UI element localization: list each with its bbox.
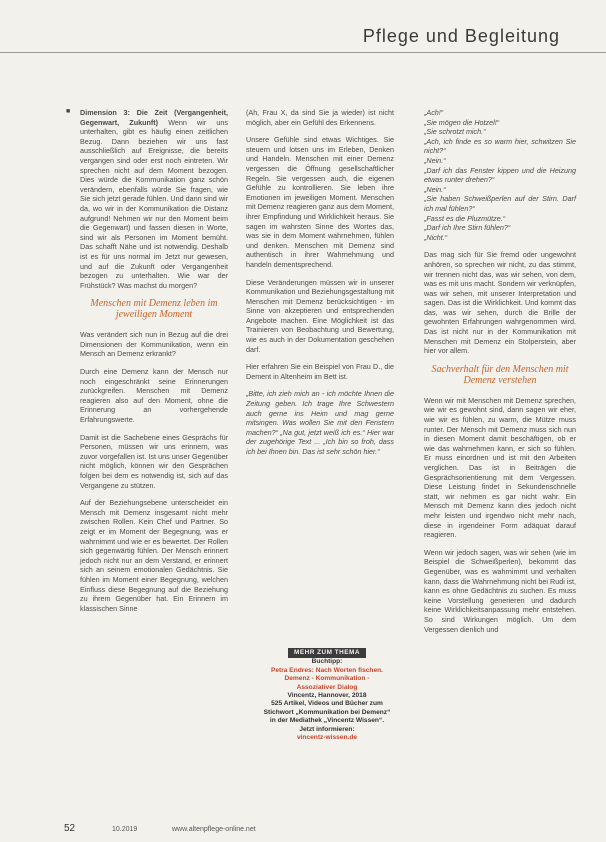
dialog-line: „Nein.“	[424, 155, 446, 165]
paragraph: Hier erfahren Sie ein Beispiel von Frau D., die Dement in Altenheim im Bett ist.	[246, 362, 394, 381]
info-box	[262, 648, 392, 742]
book-subtitle: Assoziativer Dialog	[296, 683, 358, 691]
lead-heading: Dimension 3: Die Zeit (Vergangenheit, Gegenwart, Zukunft)	[80, 108, 228, 127]
page-header	[0, 24, 606, 53]
info-text: 525 Artikel, Videos und Bücher zum Stichwort „Kommunikation bei Demenz“ in der Mediathek „Vincentz Wissen“. Jetzt informieren:	[263, 700, 391, 733]
bullet-square-icon: ■	[66, 108, 71, 115]
dialog-line: „Fasst es die Pluzmütze.“	[424, 213, 506, 223]
column-left	[80, 108, 228, 621]
page-number: 52	[64, 823, 76, 834]
dialog-line: „Ach!“	[424, 108, 444, 117]
dialog-line: „Darf ich das Fenster kippen und die Heizung etwas runter drehen?“	[424, 165, 576, 185]
subheading: Menschen mit Demenz leben im jeweiligen Moment	[90, 298, 218, 321]
section-title: Pflege und Begleitung	[362, 26, 560, 46]
paragraph: Damit ist die Sachebene eines Gesprächs für Personen, müssen wir uns erinnern, was zuvor vorgefallen ist. Ist uns unser Gegenüber nicht möglich, können wir den Gesprächen folgen bei dem es notwendig ist, sich auf das Vergangene zu stützen.	[80, 432, 228, 490]
dialog-block	[424, 108, 576, 242]
paragraph: Das mag sich für Sie fremd oder ungewohnt anhören, so sprechen wir nicht, zu das stimmt, wir trennen nicht das, was wir sehen, von dem, was es mit uns macht. Sondern wir verknüpfen, was wir sehen, mit unserer Interpretation und sagen. Das ist die Wirklichkeit. Und kommt das das, was wir sehen, durch die Brille der gewohnten Erfahrungen wahrgenommen wird. Das ist nicht nur in der Kommunikation mit Menschen mit Demenz ein Stolperstein, aber hier vor allem.	[424, 250, 576, 356]
info-tag: MEHR ZUM THEMA	[288, 648, 366, 658]
column-right	[424, 108, 576, 642]
dialog-line: „Sie haben Schweißperlen auf der Stirn. Darf ich mal fühlen?“	[424, 194, 576, 213]
book-subtitle: Demenz - Kommunikation -	[284, 675, 370, 683]
publisher-line: Vincentz, Hannover, 2018	[287, 692, 367, 700]
subheading: Sachverhalt für den Menschen mit Demenz verstehen	[431, 363, 569, 386]
paragraph: (Ah, Frau X, da sind Sie ja wieder) ist nicht möglich, aber ein Gefühl des Erkennens.	[246, 108, 394, 127]
dialog-line: „Nicht.“	[424, 232, 448, 242]
dialog-line: „Darf ich Ihre Stirn fühlen?“	[424, 223, 511, 233]
book-author-title: Petra Endres: Nach Worten fischen.	[270, 666, 383, 674]
quote-paragraph: „Bitte, ich zieh mich an - ich möchte Ihnen die Zeitung geben. Ich trage Ihre Schwestern auch gerne ins Heim und mag gerne mitsingen. Was wollen Sie mit den Fenstern machen?“ „Na gut, jetzt weiß ich es.“ Hier war der zugehörige Text ... „Ich bin so froh, dass ich bei Ihnen bin. Das ist sehr schön hier.“	[246, 389, 394, 456]
paragraph	[80, 108, 228, 290]
dialog-line: „Sie schrotzt mich.“	[424, 127, 486, 137]
website-link[interactable]: vincentz-wissen.de	[296, 734, 358, 742]
paragraph: Wenn wir jedoch sagen, was wir sehen (wie im Beispiel die Schweißperlen), bekommt das Gegenüber, was es wahrnimmt und verhalten kann, dass die Wahrnehmung nicht bei Rudi ist, kann es ohne Gedächtnis zu suchen. Es muss keine Vorstellung generieren und dadurch keine Wirklichkeitsanpassung mehr entstehen. So sind Wirkungen möglich. Um dem Vergessen dienlich und	[424, 547, 576, 634]
info-line: Buchtipp:	[311, 658, 343, 666]
paragraph: Diese Veränderungen müssen wir in unserer Kommunikation und Beziehungsgestaltung mit Menschen mit Demenz berücksichtigen - im Sinne von akzeptieren und entsprechenden Angebote machen. Eine Möglichkeit ist das Trainieren von Beobachtung und Bewertung, wie es auch in der Dokumentation geschehen darf.	[246, 277, 394, 354]
paragraph: Was verändert sich nun in Bezug auf die drei Dimensionen der Kommunikation, wenn ein Mensch an Demenz erkrankt?	[80, 330, 228, 359]
dialog-line: „Sie mögen die Hotzel!“	[424, 117, 500, 127]
dialog-line: „Nein.“	[424, 184, 446, 194]
footer-url[interactable]: www.altenpflege-online.net	[172, 826, 256, 833]
paragraph: Wenn wir mit Menschen mit Demenz sprechen, wie wir es gewohnt sind, dann sagen wir eher, wie wir es fühlen, zu warm, die Mütze muss runter. Der Mensch mit Demenz muss sich nun in diesen Moment damit beschäftigen, ob er wie das wahrnehmen kann, er sich so fühlen. Er muss einordnen und ist mit den Arbeiten verglichen. Das ist in Beiträgen die Gesprächsorientierung mit dem Vergessen. Diese Leistung findet in Sekundenschnelle statt, wir nehmen es gar nicht wahr. Ein Mensch mit Demenz kann dies jedoch nicht mehr leisten und irgendwo nicht mehr nach, diese in irgendeiner Form adäquat darauf reagieren.	[424, 395, 576, 540]
issue-date: 10.2019	[112, 826, 138, 833]
dialog-line: „Ach, ich finde es so warm hier, schwitzen Sie nicht?“	[424, 136, 576, 156]
column-middle	[246, 108, 394, 465]
paragraph: Durch eine Demenz kann der Mensch nur noch eingeschränkt seine Erinnerungen zurückgreifen. Menschen mit Demenz reagieren also auf den Moment, ohne die Erinnerung an vorhergehende Erfahrungswerte.	[80, 367, 228, 425]
paragraph-text: Wenn wir uns unterhalten, gibt es häufig einen zeitlichen Bezug. Dann beziehen wir uns fast ausschließlich auf Ereignisse, die bereits vergangen sind oder erst noch eintreten. Wir sprechen nicht auf dem Moment bezogen. Dies würde die Kommunikation ganz schön verändern, ebenfalls würde Sie fragen, wie Sie sich jetzt gerade fühlen. Und dann sind wir da, wo wir in der Kommunikation die Distanz aufgrund! Nehmen wir nur den Moment beim die Gegenwart) und fassen diesen in Worte, sind wir als Personen im Moment bemüht. Das schafft Nähe und ist notwendig. Deshalb ist es für uns normal im Jetzt nur gewesen, und auf die Zukunft oder Vergangenheit bezogen zu unterhalten. Wie war der Frühstück? Was machst du morgen?	[80, 117, 228, 290]
paragraph: Auf der Beziehungsebene unterscheidet ein Mensch mit Demenz insgesamt nicht mehr zwischen Rollen. Kein Chef und Partner. So zeigt er im Moment der Begegnung, was er wahrnimmt und wie er es bewertet. Der Rollen sich gegenwärtig fühlen. Der Mensch erinnert jedoch nicht nur an dem Verstand, er erinnert sich an seinem emotionalen Gedächtnis. Sie fühlen im Moment einer Begegnung, welchen Einfluss diese Begegnung auf die Beziehung zu ihrem Gegenüber hat. Ein Erinnern im klassischen Sinne	[80, 498, 228, 613]
paragraph: Unsere Gefühle sind etwas Wichtiges. Sie steuern und lotsen uns im Erleben, Denken und Handeln. Menschen mit einer Demenz vergessen die Öffnung gesellschaftlicher Regeln. Sie vergessen auch, die eigenen Gefühle zu kontrollieren. Sie leben ihre Emotionen im jeweiligen Moment. Menschen mit Demenz reagieren ganz aus dem Moment, ihrer Empfindung und Wirklichkeit heraus. Sie sagen im wahrsten Sinne des Wortes das, was sie in dem Moment wahrnehmen, fühlen und denken. Menschen mit Demenz sind authentisch in ihrer Wahrnehmung und handeln dementsprechend.	[246, 135, 394, 269]
